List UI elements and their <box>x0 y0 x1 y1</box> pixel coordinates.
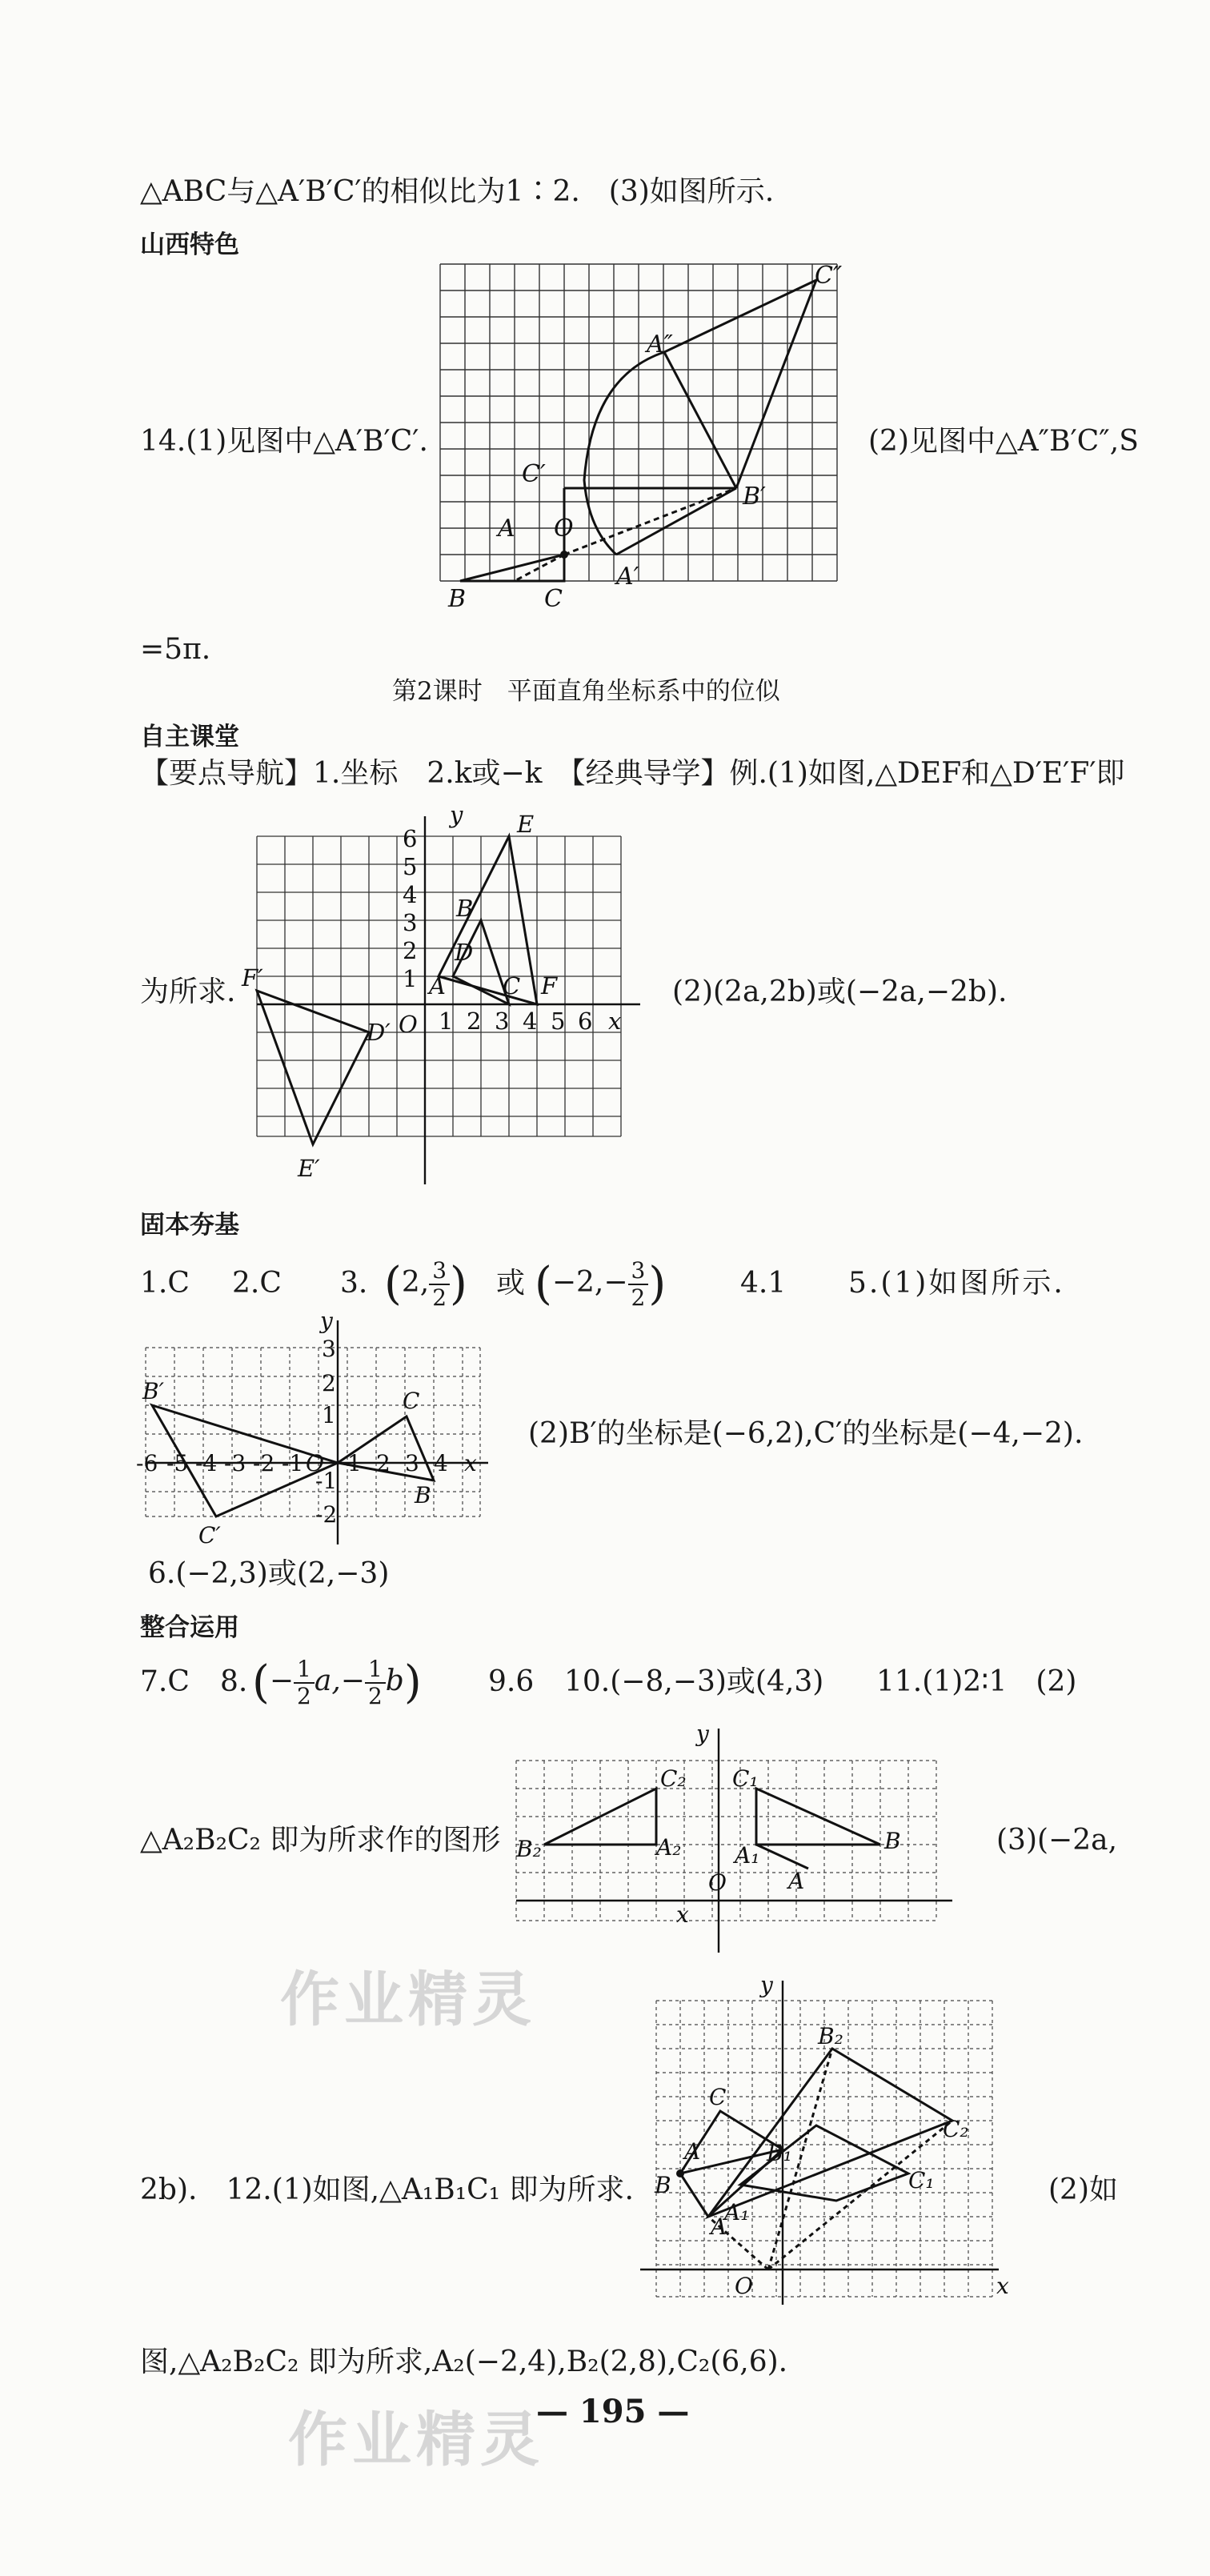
label-y: y <box>760 1972 773 1998</box>
label-a-double-prime: A″ <box>647 331 673 359</box>
label-c-prime: C′ <box>198 1522 221 1548</box>
tick-y3: 3 <box>322 1336 336 1362</box>
tick-x4: 4 <box>523 1008 538 1035</box>
tick-y2: 2 <box>403 937 418 964</box>
tick-y2: 2 <box>322 1370 336 1396</box>
figure-example-labels <box>241 801 621 1182</box>
label-c: C <box>503 972 521 1000</box>
guben-q3-label: 3. <box>340 1267 368 1300</box>
label-o: O <box>554 515 574 543</box>
tick-y5: 5 <box>403 853 418 880</box>
label-b: A <box>788 1868 805 1894</box>
label-b-prime: B′ <box>142 1378 164 1404</box>
tick-x-neg5: -5 <box>166 1450 189 1476</box>
figure-q14-grid <box>432 262 856 613</box>
section-heading-guben: 固本夯基 <box>140 1211 239 1240</box>
label-b: B <box>655 2172 671 2198</box>
label-c-prime: C′ <box>522 460 546 488</box>
label-c2: C₂ <box>943 2116 969 2142</box>
yaodian-line: 【要点导航】1.坐标 2.k或−k 【经典导学】例.(1)如图,△DEF和△D′E′F′即 <box>140 757 1125 790</box>
figure-q11-coordinate <box>504 1721 960 1953</box>
label-b: B <box>456 895 474 922</box>
figure-q5-labels <box>136 1308 477 1548</box>
figure-q12-labels <box>654 1972 1009 2299</box>
example-part2: (2)(2a,2b)或(−2a,−2b). <box>672 976 1008 1008</box>
tick-y6: 6 <box>403 825 418 852</box>
label-o: O <box>735 2273 753 2299</box>
tick-x2: 2 <box>376 1450 391 1476</box>
label-e-prime: E′ <box>298 1155 320 1182</box>
label-o: x <box>676 1901 689 1928</box>
label-b1: B <box>884 1828 901 1854</box>
lesson-title: 第2课时 平面直角坐标系中的位似 <box>392 677 780 706</box>
guben-q5: 5.(1)如图所示. <box>848 1267 1065 1300</box>
q14-end: =5π. <box>140 633 211 666</box>
tick-x5: 5 <box>551 1008 566 1035</box>
label-y: y <box>450 801 463 828</box>
label-y: y <box>696 1721 709 1747</box>
guben-q2: 2.C <box>232 1267 282 1300</box>
zh-q12: 2b). 12.(1)如图,△A₁B₁C₁ 即为所求. <box>140 2173 634 2206</box>
guben-q4: 4.1 <box>740 1267 787 1300</box>
label-x: x <box>608 1008 622 1035</box>
tick-y3: 3 <box>403 909 418 936</box>
figure-q14-labels <box>447 262 843 613</box>
section-heading-zizhu: 自主课堂 <box>140 723 239 751</box>
top-line: △ABC与△A′B′C′的相似比为1∶2. (3)如图所示. <box>140 175 775 208</box>
label-c1: C₁ <box>908 2167 935 2193</box>
last-line: 图,△A₂B₂C₂ 即为所求,A₂(−2,4),B₂(2,8),C₂(6,6). <box>140 2346 788 2378</box>
tick-x-neg2: -2 <box>253 1450 275 1476</box>
label-d-prime: D′ <box>367 1019 391 1046</box>
section-heading-zhenghe: 整合运用 <box>140 1613 239 1642</box>
tick-x-neg4: -4 <box>195 1450 218 1476</box>
label-c-double-prime: C″ <box>815 262 843 290</box>
tick-x6: 6 <box>578 1008 593 1035</box>
tick-x-neg1: -1 <box>282 1450 304 1476</box>
guben-q3-second: (−2,− $\frac{3}{2}$ ) <box>535 1257 667 1311</box>
guben-q6: 6.(−2,3)或(2,−3) <box>148 1557 390 1590</box>
zh-q12-part2: (2)如 <box>1048 2173 1118 2206</box>
label-y: y <box>320 1308 333 1334</box>
tick-x1: 1 <box>439 1008 454 1035</box>
q14-left: 14.(1)见图中△A′B′C′. <box>140 425 428 458</box>
figure-example-coordinate <box>240 800 656 1184</box>
label-f: F <box>541 972 558 1000</box>
tick-y1: 1 <box>403 965 418 992</box>
label-b: B <box>448 585 467 613</box>
label-b2: B₂ <box>818 2023 843 2049</box>
weisuoqiu: 为所求. <box>140 976 236 1008</box>
zh-q8-label: 8. <box>220 1665 248 1698</box>
label-b2: B₂ <box>516 1836 542 1862</box>
guben-q3-first: (2, $\frac{3}{2}$ ) <box>384 1257 467 1311</box>
tick-x3: 3 <box>495 1008 510 1035</box>
q14-right: (2)见图中△A″B′C″,S <box>868 425 1139 458</box>
label-a2: A <box>711 2213 727 2240</box>
label-a: O <box>708 1869 727 1896</box>
tick-x4: 4 <box>434 1450 448 1476</box>
label-a2: A₂ <box>656 1834 682 1861</box>
label-b: B <box>415 1482 431 1508</box>
tick-y-neg2: -2 <box>315 1501 338 1528</box>
label-b1: B₁ <box>767 2140 792 2166</box>
zh-q11: 11.(1)2∶1 (2) <box>876 1665 1077 1698</box>
figure-q11-labels <box>515 1721 901 1928</box>
tick-x1: 1 <box>347 1450 362 1476</box>
label-e: E <box>517 811 535 838</box>
label-a: A <box>429 972 446 1000</box>
zh-q10: 10.(−8,−3)或(4,3) <box>564 1665 824 1698</box>
zh-q11-part3: (3)(−2a, <box>996 1824 1118 1857</box>
tick-x3: 3 <box>405 1450 419 1476</box>
label-o: O <box>399 1011 418 1038</box>
label-c: C <box>709 2084 727 2110</box>
label-o: O <box>306 1450 324 1476</box>
zh-q7: 7.C <box>140 1665 190 1698</box>
zh-q11-line2: △A₂B₂C₂ 即为所求作的图形 <box>140 1824 501 1857</box>
guben-q3-or: 或 <box>496 1267 526 1300</box>
section-heading-shanxi: 山西特色 <box>140 230 239 259</box>
tick-x2: 2 <box>467 1008 482 1035</box>
label-c1: C₁ <box>732 1765 759 1792</box>
label-b-prime: B′ <box>743 483 766 511</box>
zh-q9: 9.6 <box>488 1665 535 1698</box>
label-x: x <box>464 1450 477 1476</box>
watermark: 作业精灵 <box>280 1965 536 2034</box>
label-x: x <box>996 2273 1009 2299</box>
zh-q8-value: (− $\frac{1}{2}$ a,− $\frac{1}{2}$ b) <box>252 1656 422 1709</box>
label-a1: A₁ <box>735 1842 760 1869</box>
tick-x-neg3: -3 <box>224 1450 246 1476</box>
label-f-prime: F′ <box>242 964 263 992</box>
label-c2: C₂ <box>660 1765 687 1792</box>
label-c: C <box>403 1388 420 1414</box>
tick-y-neg1: -1 <box>315 1468 338 1494</box>
figure-q5-coordinate <box>136 1308 512 1552</box>
label-d: D <box>455 939 474 966</box>
guben-q5-part2: (2)B′的坐标是(−6,2),C′的坐标是(−4,−2). <box>528 1417 1084 1450</box>
label-c: C <box>544 585 563 613</box>
watermark-bottom: 作业精灵 <box>288 2406 544 2474</box>
label-a: A <box>684 2138 701 2165</box>
label-a1: A₁ <box>724 2199 750 2225</box>
guben-q1: 1.C <box>140 1267 190 1300</box>
label-a: A <box>498 515 515 543</box>
tick-x-neg6: -6 <box>136 1450 158 1476</box>
tick-y1: 1 <box>322 1402 336 1428</box>
label-a-prime: A′ <box>616 563 639 591</box>
page-number: — 195 — <box>536 2393 690 2430</box>
tick-y4: 4 <box>403 881 418 908</box>
figure-q12-coordinate <box>640 1972 1024 2305</box>
